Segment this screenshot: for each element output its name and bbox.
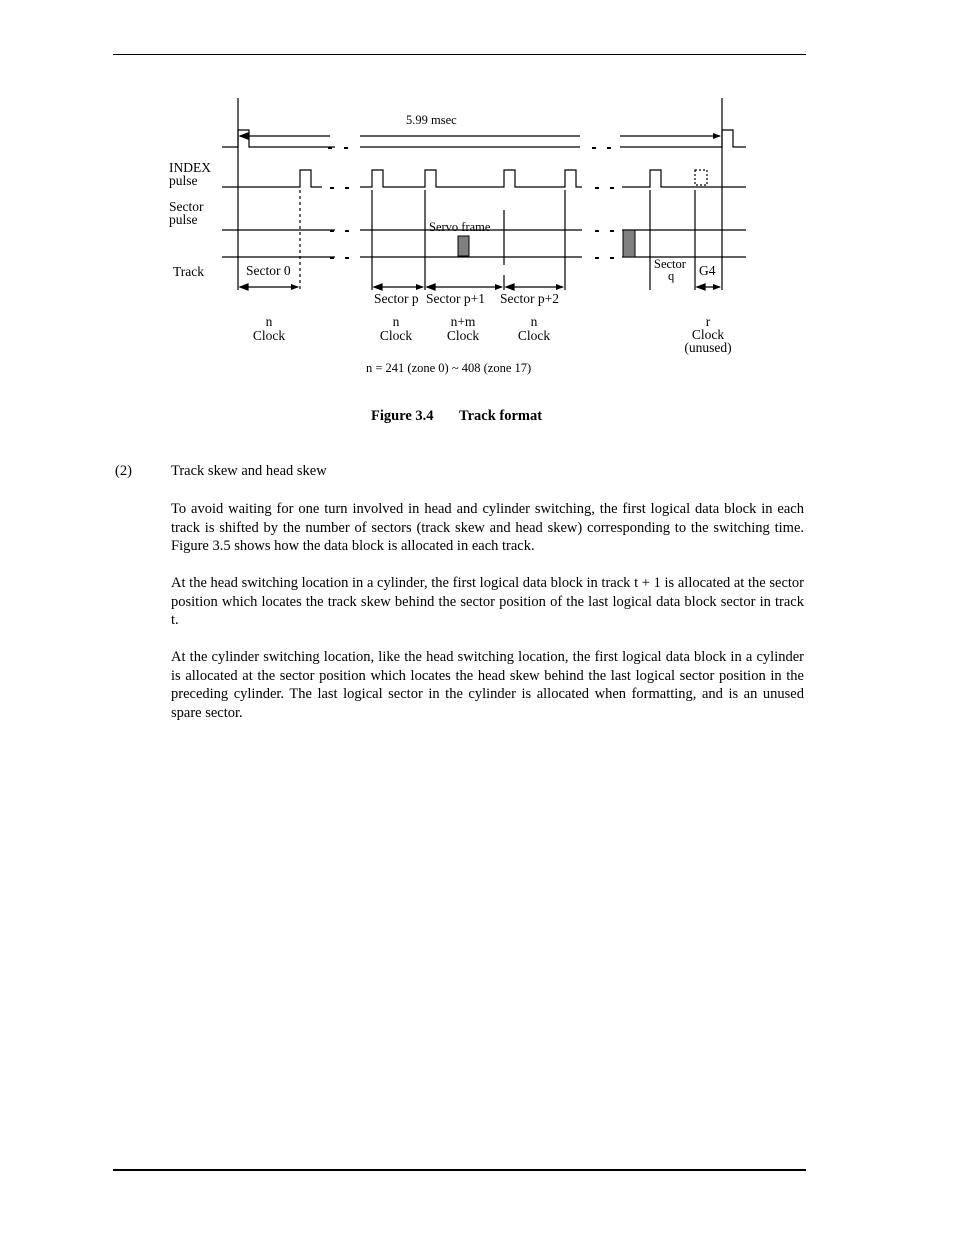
footer-rule [113, 1169, 806, 1171]
track-format-diagram [0, 0, 954, 400]
clock-label: r [705, 314, 711, 329]
sector-p2-label: Sector p+2 [500, 291, 559, 306]
figure-number: Figure 3.4 [371, 408, 434, 424]
svg-text:Clock: Clock [517, 328, 551, 343]
n-range-note: n = 241 (zone 0) ~ 408 (zone 17) [366, 361, 532, 375]
sector-q-label: Sector [654, 257, 686, 271]
paragraph: At the cylinder switching location, like the head switching location, the first logical data block in a cylinder is allocated at the sector position which locates the head skew behind the last logical sector position in the preceding cylinder. The last logical sector in the cylinder is allocated when formatting, and is an unused spare sector. [171, 649, 804, 721]
clock-label: n [265, 314, 273, 329]
sector-0-label: Sector 0 [246, 263, 291, 278]
g4-label: G4 [699, 263, 716, 278]
sector-pulse-waveform [222, 170, 322, 187]
servo-frame-block [458, 236, 469, 256]
figure-title: Track format [459, 408, 543, 424]
servo-frame-block-right [623, 230, 635, 257]
sector-p-label: Sector p [374, 291, 419, 306]
svg-text:pulse: pulse [169, 212, 198, 227]
section-title: Track skew and head skew [171, 463, 327, 479]
sector-pulse-label: Sector [169, 199, 204, 214]
clock-label: n [392, 314, 400, 329]
clock-label: n+m [450, 314, 476, 329]
svg-text:Clock: Clock [446, 328, 480, 343]
svg-text:pulse: pulse [169, 173, 198, 188]
paragraph: To avoid waiting for one turn involved in head and cylinder switching, the first logical data block in each track is shifted by the number of sectors (track skew and head skew) corresponding to the switching time. Figure 3.5 shows how the data block is allocated in each track. [171, 501, 804, 554]
svg-text:Clock: Clock [691, 327, 725, 342]
paragraph: At the head switching location in a cylinder, the first logical data block in track t + 1 is allocated at the sector position which locates the track skew behind the sector position of the last logical data block sector in track t. [171, 575, 804, 628]
track-label: Track [173, 264, 205, 279]
svg-text:(unused): (unused) [684, 340, 732, 355]
duration-label: 5.99 msec [406, 113, 457, 127]
index-pulse-waveform [222, 130, 335, 147]
sector-p1-label: Sector p+1 [426, 291, 485, 306]
index-pulse-label: INDEX [169, 160, 211, 175]
section-number: (2) [115, 463, 132, 479]
servo-frame-label: Servo frame [429, 220, 491, 234]
svg-text:Clock: Clock [252, 328, 286, 343]
svg-text:q: q [668, 269, 675, 283]
clock-label: n [530, 314, 538, 329]
svg-text:Clock: Clock [379, 328, 413, 343]
